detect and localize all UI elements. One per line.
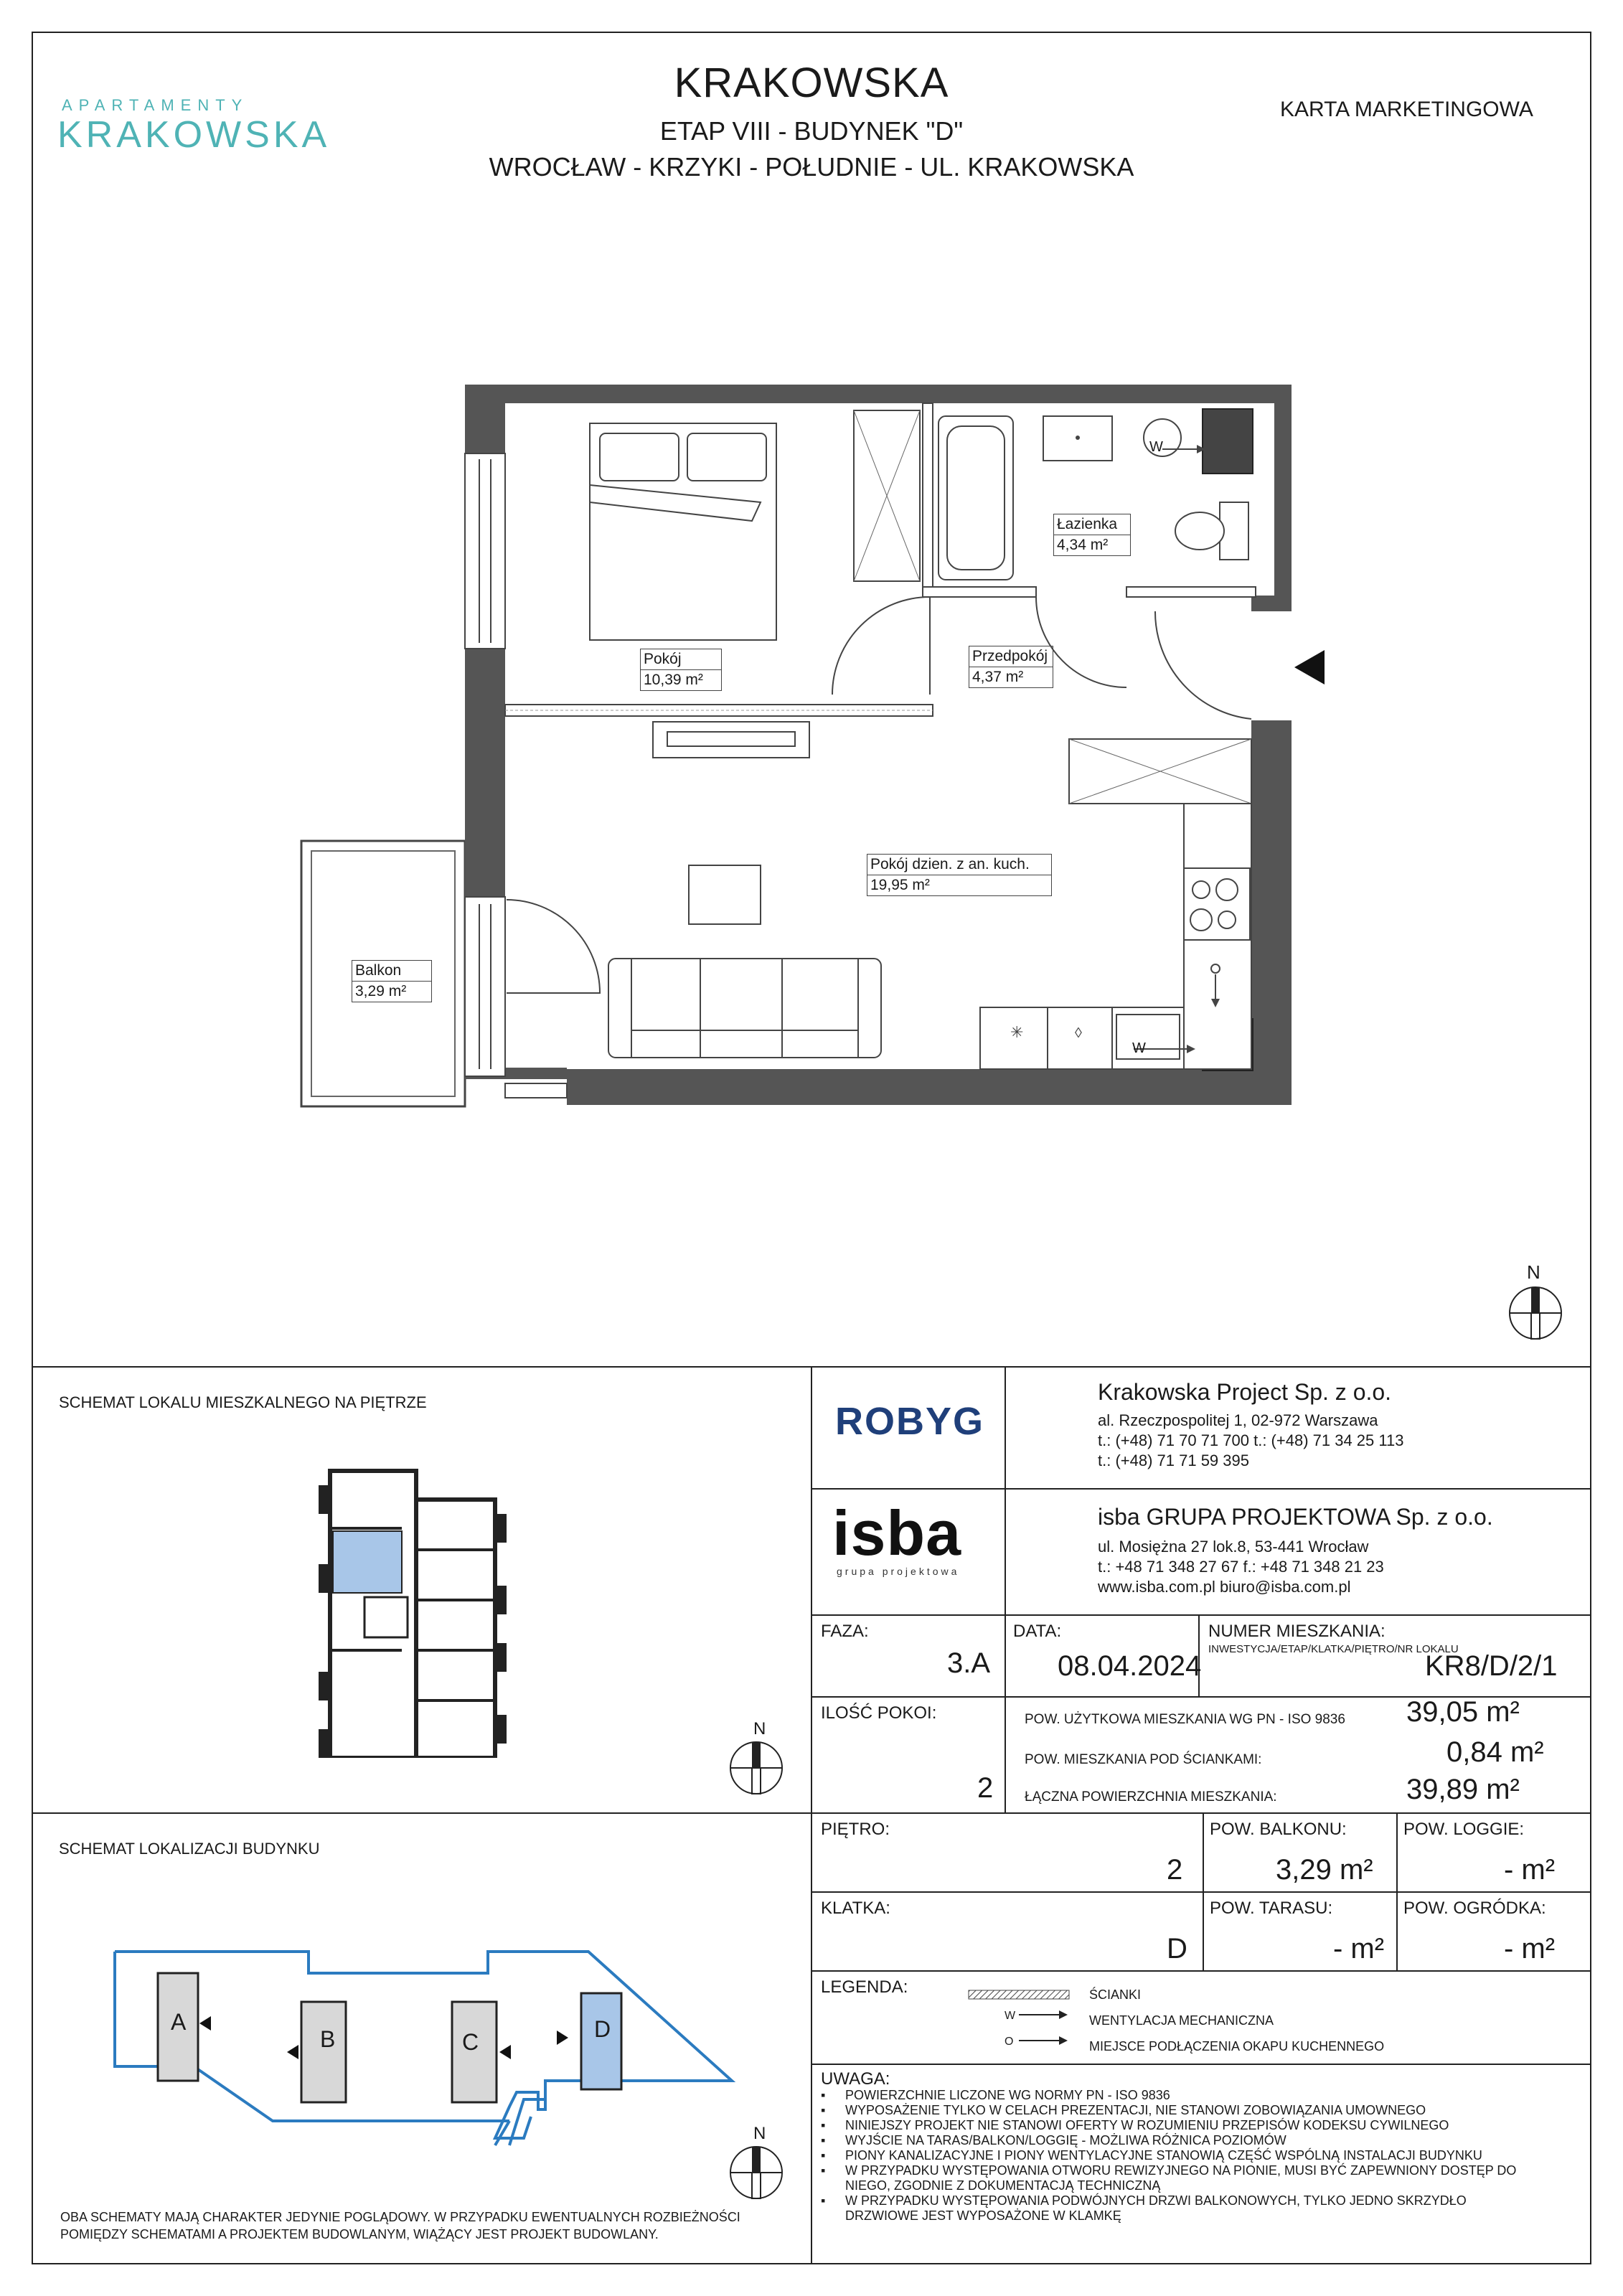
ogrodek-value: - m² (1504, 1933, 1556, 1965)
building-label-c: C (462, 2029, 479, 2055)
isba-logo: isba (832, 1497, 962, 1568)
numer-label: NUMER MIESZKANIA: (1208, 1622, 1386, 1641)
section-title-building-location: SCHEMAT LOKALIZACJI BUDYNKU (59, 1840, 320, 1858)
room-label-bathroom: Łazienka 4,34 m² (1053, 514, 1131, 556)
room-label-balcony: Balkon 3,29 m² (352, 960, 432, 1002)
card-type: KARTA MARKETINGOWA (1280, 98, 1533, 121)
pokoje-value: 2 (977, 1772, 994, 1804)
building-label-b: B (320, 2026, 336, 2052)
taras-value: - m² (1333, 1933, 1385, 1965)
building-label-a: A (171, 2009, 187, 2035)
wall-south (567, 1069, 1292, 1105)
page-subtitle: ETAP VIII - BUDYNEK "D" (659, 116, 964, 146)
room-label-living: Pokój dzien. z an. kuch. 19,95 m² (867, 854, 1052, 896)
entrance-arrow (1294, 650, 1325, 684)
sofa (608, 959, 881, 1058)
pow-uzytkowa-label: POW. UŻYTKOWA MIESZKANIA WG PN - ISO 9836 (1025, 1712, 1345, 1727)
kitchen-sink (1116, 1015, 1180, 1059)
section-title-floor-scheme: SCHEMAT LOKALU MIESZKALNEGO NA PIĘTRZE (59, 1393, 427, 1411)
scheme-north-label: N (753, 1719, 766, 1739)
taras-label: POW. TARASU: (1210, 1899, 1333, 1918)
pow-scianki-label: POW. MIESZKANIA POD ŚCIANKAMI: (1025, 1752, 1262, 1767)
pokoje-label: ILOŚĆ POKOI: (821, 1703, 937, 1723)
svg-text:O: O (1005, 2036, 1014, 2048)
ogrodek-label: POW. OGRÓDKA: (1403, 1899, 1546, 1918)
isba-logo-sub: grupa projektowa (837, 1566, 960, 1577)
legend-wall-symbol (969, 1990, 1069, 1999)
brand-logo-text: KRAKOWSKA (57, 114, 331, 156)
schemes-disclaimer: OBA SCHEMATY MAJĄ CHARAKTER JEDYNIE POGLĄDOWY. W PRZYPADKU EWENTUALNYCH ROZBIEŻNOŚCI POMIĘDZY SCHEMATAMI A PROJEKTEM BUDOWLANYM, WIĄŻĄCY JEST PROJEKT BUDOWLANY. (60, 2210, 740, 2241)
cooktop (1184, 868, 1250, 940)
isba-contact: ul. Mosiężna 27 lok.8, 53-441 Wrocław t.: +48 71 348 27 67 f.: +48 71 348 21 23 www.isba.com.pl biuro@isba.com.pl (1098, 1538, 1384, 1596)
robyg-company: Krakowska Project Sp. z o.o. (1098, 1379, 1392, 1405)
robyg-logo: ROBYG (835, 1400, 985, 1443)
room-label-bedroom: Pokój 10,39 m² (640, 649, 722, 691)
page-location: WROCŁAW - KRZYKI - POŁUDNIE - UL. KRAKOWSKA (489, 152, 1134, 182)
svg-text:W: W (1005, 2010, 1016, 2022)
window-bedroom (465, 453, 505, 649)
scheme-north-compass-icon (728, 1739, 785, 1797)
klatka-value: D (1167, 1933, 1187, 1965)
pow-laczna-value: 39,89 m² (1406, 1774, 1520, 1805)
table (689, 865, 761, 924)
legend-symbols (961, 1986, 1098, 2058)
legend-label: LEGENDA: (821, 1977, 908, 1997)
north-label: N (1527, 1261, 1540, 1283)
vent-shaft-bath (1203, 409, 1253, 474)
site-north-compass-icon (728, 2144, 785, 2201)
legend-item-hood: MIEJSCE PODŁĄCZENIA OKAPU KUCHENNEGO (1089, 2039, 1385, 2053)
legend-item-ventilation: WENTYLACJA MECHANICZNA (1089, 2013, 1274, 2028)
data-label: DATA: (1013, 1622, 1062, 1641)
loggia-label: POW. LOGGIE: (1403, 1820, 1525, 1839)
site-north-label: N (753, 2124, 766, 2143)
balkon-label: POW. BALKONU: (1210, 1820, 1347, 1839)
floor-scheme-diagram (309, 1457, 538, 1758)
page-title: KRAKOWSKA (674, 60, 949, 106)
faza-value: 3.A (947, 1647, 991, 1679)
pow-laczna-label: ŁĄCZNA POWIERZCHNIA MIESZKANIA: (1025, 1789, 1277, 1805)
isba-company: isba GRUPA PROJEKTOWA Sp. z o.o. (1098, 1504, 1493, 1530)
pow-scianki-value: 0,84 m² (1446, 1736, 1544, 1768)
svg-text:✳: ✳ (1010, 1023, 1024, 1041)
north-compass-icon (1507, 1284, 1564, 1342)
pow-uzytkowa-value: 39,05 m² (1406, 1696, 1520, 1728)
pietro-label: PIĘTRO: (821, 1820, 890, 1839)
loggia-value: - m² (1504, 1854, 1556, 1886)
vent-label-kitchen: W (1132, 1040, 1146, 1056)
notes-list: ▪ POWIERZCHNIE LICZONE WG NORMY PN - ISO 9836 ▪ WYPOSAŻENIE TYLKO W CELACH PREZENTACJI, NIE STANOWI ZOBOWIĄZANIA UMOWNEGO ▪ NINIEJSZY PROJEKT NIE STANOWI OFERTY W ROZUMIENIU PRZEPISÓW KODEKSU CYWILNEGO ▪ WYJŚCIE NA TARAS/BALKON/LOGGIĘ - MOŻLIWA RÓŻNICA POZIOMÓW ▪ PIONY KANALIZACYJNE I PIONY WENTYLACYJNE STANOWIĄ CZĘŚĆ WSPÓLNĄ INSTALACJI BUDYNKU ▪ W PRZYPADKU WYSTĘPOWANIA OTWORU REWIZYJNEGO NA PIONIE, MUSI BYĆ ZAPEWNIONY DOSTĘP DO NIEGO, ZGODNIE Z DOKUMENTACJĄ TECHNICZNĄ ▪ W PRZYPADKU WYSTĘPOWANIA PODWÓJNYCH DRZWI BALKONOWYCH, TYLKO JEDNO SKRZYDŁO DRZWIOWE JEST WYPOSAŻONE W KLAMKĘ (821, 2088, 1517, 2223)
notes-label: UWAGA: (821, 2069, 890, 2089)
numer-value: KR8/D/2/1 (1425, 1650, 1558, 1682)
vent-label-bath: W (1149, 439, 1163, 455)
highlighted-apartment (333, 1531, 402, 1593)
pietro-value: 2 (1167, 1854, 1183, 1886)
site-plan-diagram (108, 1923, 753, 2152)
numer-sublabel: INWESTYCJA/ETAP/KLATKA/PIĘTRO/NR LOKALU (1208, 1643, 1459, 1655)
data-value: 08.04.2024 (1058, 1650, 1202, 1682)
balkon-value: 3,29 m² (1276, 1854, 1373, 1886)
svg-text:◊: ◊ (1075, 1025, 1082, 1041)
legend-item-walls: ŚCIANKI (1089, 1987, 1142, 2002)
robyg-contact: al. Rzeczpospolitej 1, 02-972 Warszawa t.: (+48) 71 70 71 700 t.: (+48) 71 34 25 113 t.: (+48) 71 71 59 395 (1098, 1411, 1404, 1469)
room-label-hallway: Przedpokój 4,37 m² (969, 646, 1053, 688)
balcony-door (465, 897, 505, 1076)
wall-east (1251, 720, 1292, 1105)
brand-small-text: APARTAMENTY (62, 96, 249, 114)
faza-label: FAZA: (821, 1622, 869, 1641)
building-label-d: D (594, 2016, 611, 2042)
klatka-label: KLATKA: (821, 1899, 890, 1918)
